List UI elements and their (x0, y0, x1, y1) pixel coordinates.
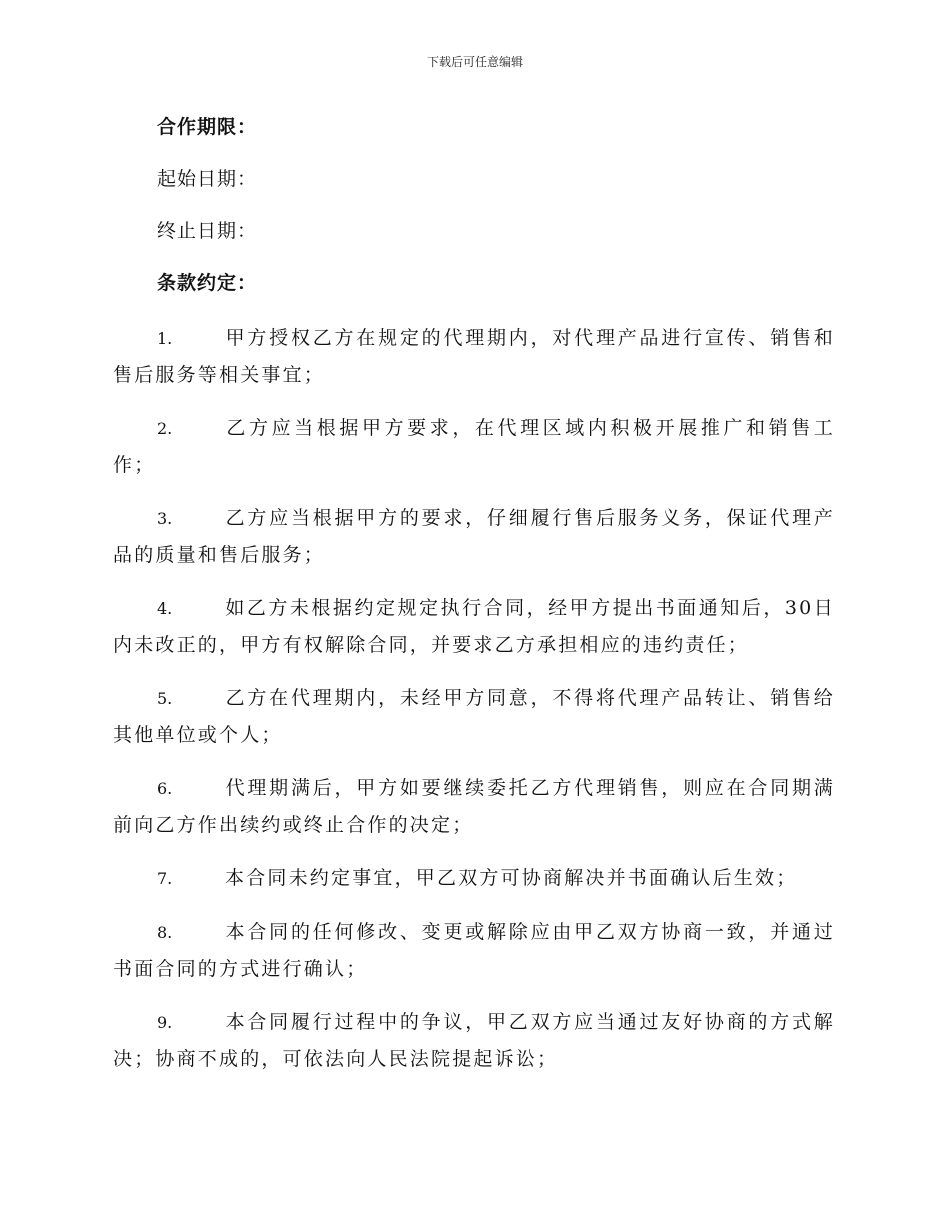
clause-list (113, 320, 835, 1077)
clause-item (113, 914, 835, 987)
clause-number: 1. (157, 329, 173, 348)
clause-text: 乙方应当根据甲方的要求，仔细履行售后服务义务，保证代理产品的质量和售后服务； (113, 507, 835, 566)
clause-text: 本合同履行过程中的争议，甲乙双方应当通过友好协商的方式解决；协商不成的，可依法向人民法院提起诉讼； (113, 1011, 835, 1070)
period-heading: 合作期限： (157, 116, 258, 138)
clause-item (113, 680, 835, 753)
clause-text: 本合同的任何修改、变更或解除应由甲乙双方协商一致，并通过书面合同的方式进行确认； (113, 921, 835, 980)
end-date-label: 终止日期： (157, 220, 258, 242)
clause-item (113, 320, 835, 393)
clause-item (113, 860, 835, 897)
terms-heading: 条款约定： (157, 272, 258, 294)
clause-item (113, 770, 835, 843)
clause-number: 2. (157, 419, 173, 438)
clause-number: 8. (157, 923, 173, 942)
clause-number: 4. (157, 599, 173, 618)
clause-text: 代理期满后，甲方如要继续委托乙方代理销售，则应在合同期满前向乙方作出续约或终止合作的决定； (113, 777, 835, 836)
clause-text: 甲方授权乙方在规定的代理期内，对代理产品进行宣传、销售和售后服务等相关事宜； (113, 327, 835, 386)
clause-number: 3. (157, 509, 173, 528)
document-body (113, 112, 835, 1094)
clause-text: 本合同未约定事宜，甲乙双方可协商解决并书面确认后生效； (225, 867, 798, 889)
clause-number: 7. (157, 869, 173, 888)
clause-number: 9. (157, 1013, 173, 1032)
clause-item (113, 590, 835, 663)
clause-text: 乙方在代理期内，未经甲方同意，不得将代理产品转让、销售给其他单位或个人； (113, 687, 835, 746)
clause-item (113, 500, 835, 573)
clause-text: 如乙方未根据约定规定执行合同，经甲方提出书面通知后，30日内未改正的，甲方有权解除合同，并要求乙方承担相应的违约责任； (113, 597, 835, 656)
clause-item (113, 1004, 835, 1077)
clause-text: 乙方应当根据甲方要求，在代理区域内积极开展推广和销售工作； (113, 417, 835, 476)
start-date-label: 起始日期： (157, 168, 258, 190)
clause-number: 5. (157, 689, 173, 708)
page-header: 下载后可任意编辑 (426, 55, 523, 69)
clause-number: 6. (157, 779, 173, 798)
clause-item (113, 410, 835, 483)
